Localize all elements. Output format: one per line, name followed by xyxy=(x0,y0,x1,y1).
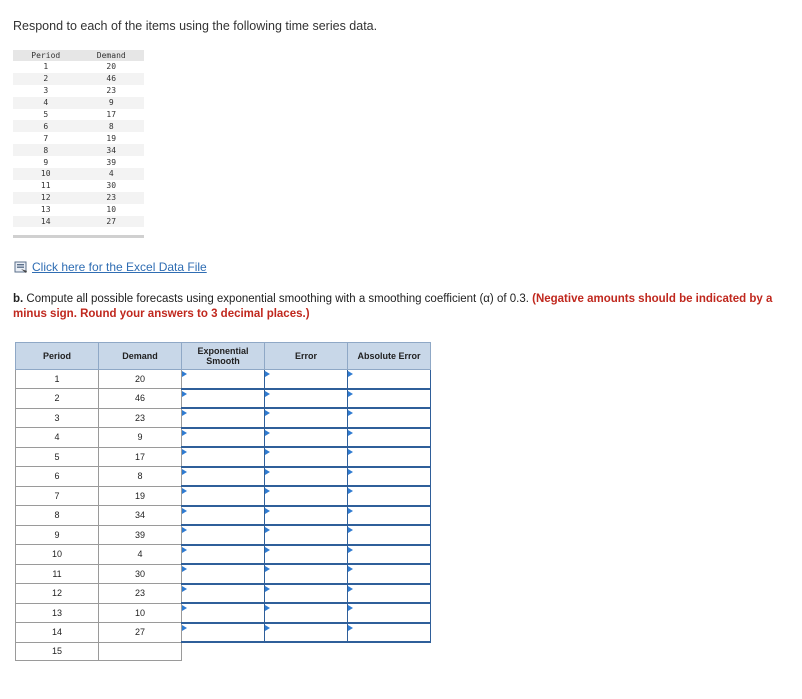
exponential-smooth-input[interactable] xyxy=(182,370,265,389)
demand-cell: 17 xyxy=(99,447,182,467)
exponential-smooth-input-field[interactable] xyxy=(182,409,264,427)
demand-cell: 19 xyxy=(106,133,117,143)
input-marker-icon xyxy=(348,371,353,377)
absolute-error-input-field[interactable] xyxy=(348,507,430,525)
period-cell: 10 xyxy=(13,168,79,180)
exponential-smooth-input-field[interactable] xyxy=(182,468,264,486)
demand-cell: 4 xyxy=(99,545,182,565)
grid-header-period: Period xyxy=(16,343,99,370)
table-row xyxy=(13,61,144,73)
period-cell: 7 xyxy=(43,133,49,143)
exponential-smooth-input-field[interactable] xyxy=(182,546,264,564)
table-row xyxy=(13,97,144,109)
input-marker-icon xyxy=(348,391,353,397)
exponential-smooth-input[interactable] xyxy=(182,389,265,409)
exponential-smooth-input[interactable] xyxy=(182,428,265,448)
table-row xyxy=(16,408,431,428)
exponential-smooth-input[interactable] xyxy=(182,447,265,467)
absolute-error-input-field[interactable] xyxy=(348,487,430,505)
demand-cell: 20 xyxy=(99,370,182,389)
demand-cell: 8 xyxy=(79,120,145,132)
error-input-field[interactable] xyxy=(265,390,347,408)
table-row xyxy=(16,603,431,623)
exponential-smooth-input[interactable] xyxy=(182,467,265,487)
absolute-error-input-field[interactable] xyxy=(348,526,430,544)
period-cell: 7 xyxy=(16,486,99,506)
excel-file-icon xyxy=(14,260,28,274)
question-body: Compute all possible forecasts using exponential smoothing with a smoothing coefficient (α) of 0.3. xyxy=(23,293,533,305)
exponential-smooth-input-field[interactable] xyxy=(182,624,264,642)
absolute-error-input-field[interactable] xyxy=(348,565,430,583)
demand-cell: 9 xyxy=(79,97,145,109)
input-marker-icon xyxy=(182,547,187,553)
table-row xyxy=(13,192,144,204)
table-row xyxy=(16,642,431,661)
demand-cell: 34 xyxy=(99,506,182,526)
table-row xyxy=(13,216,144,228)
period-cell: 9 xyxy=(43,157,49,167)
demand-cell: 39 xyxy=(99,525,182,545)
input-marker-icon xyxy=(348,430,353,436)
demand-cell: 23 xyxy=(99,408,182,428)
input-marker-icon xyxy=(348,410,353,416)
demand-cell: 20 xyxy=(106,62,117,72)
demand-cell: 10 xyxy=(106,205,117,215)
input-marker-icon xyxy=(265,547,270,553)
period-cell: 13 xyxy=(40,205,51,215)
period-cell: 5 xyxy=(43,110,49,119)
input-marker-icon xyxy=(265,508,270,514)
absolute-error-input-field[interactable] xyxy=(348,390,430,408)
table-row xyxy=(16,467,431,487)
absolute-error-input-field[interactable] xyxy=(348,585,430,603)
error-input[interactable] xyxy=(265,564,348,584)
table-row xyxy=(13,204,144,216)
input-marker-icon xyxy=(348,625,353,631)
empty-cell xyxy=(265,642,348,661)
period-cell: 4 xyxy=(13,97,79,109)
input-marker-icon xyxy=(182,566,187,572)
empty-cell xyxy=(348,642,431,661)
absolute-error-input-field[interactable] xyxy=(348,409,430,427)
error-input-field[interactable] xyxy=(265,507,347,525)
absolute-error-input-field[interactable] xyxy=(348,448,430,466)
input-marker-icon xyxy=(182,430,187,436)
error-input-field[interactable] xyxy=(265,429,347,447)
absolute-error-input-field[interactable] xyxy=(348,546,430,564)
error-input-field[interactable] xyxy=(265,585,347,603)
exponential-smooth-input[interactable] xyxy=(182,408,265,428)
period-cell: 15 xyxy=(16,642,99,661)
period-cell: 8 xyxy=(16,506,99,526)
demand-cell: 23 xyxy=(79,192,145,204)
error-input[interactable] xyxy=(265,467,348,487)
error-input-field[interactable] xyxy=(265,370,347,388)
demand-cell: 19 xyxy=(99,486,182,506)
table-row xyxy=(13,85,144,97)
table-row xyxy=(16,447,431,467)
error-input-field[interactable] xyxy=(265,468,347,486)
absolute-error-input[interactable] xyxy=(348,389,431,409)
error-input[interactable] xyxy=(265,584,348,604)
period-cell: 14 xyxy=(16,623,99,643)
absolute-error-input[interactable] xyxy=(348,467,431,487)
demand-cell: 23 xyxy=(106,86,117,96)
table-row xyxy=(16,428,431,448)
absolute-error-input[interactable] xyxy=(348,584,431,604)
error-input-field[interactable] xyxy=(265,526,347,544)
input-marker-icon xyxy=(182,605,187,611)
table-row xyxy=(16,584,431,604)
error-input-field[interactable] xyxy=(265,565,347,583)
error-input[interactable] xyxy=(265,623,348,643)
input-marker-icon xyxy=(182,391,187,397)
empty-cell xyxy=(182,642,265,661)
exponential-smooth-input-field[interactable] xyxy=(182,526,264,544)
input-marker-icon xyxy=(182,508,187,514)
table-row xyxy=(16,506,431,526)
table-row xyxy=(13,168,144,180)
demand-cell: 30 xyxy=(99,564,182,584)
absolute-error-input[interactable] xyxy=(348,370,431,389)
demand-cell: 27 xyxy=(79,216,145,228)
period-cell: 3 xyxy=(43,86,49,96)
table-row xyxy=(13,144,144,156)
period-cell: 1 xyxy=(43,62,49,72)
demand-cell xyxy=(99,642,182,661)
answer-grid xyxy=(15,342,431,661)
exponential-smooth-input-field[interactable] xyxy=(182,429,264,447)
input-marker-icon xyxy=(182,625,187,631)
exponential-smooth-input[interactable] xyxy=(182,486,265,506)
table-row xyxy=(16,486,431,506)
period-cell: 6 xyxy=(16,467,99,487)
question-text xyxy=(13,292,773,322)
period-cell: 1 xyxy=(16,370,99,389)
input-marker-icon xyxy=(348,527,353,533)
input-marker-icon xyxy=(182,527,187,533)
input-marker-icon xyxy=(182,410,187,416)
input-marker-icon xyxy=(265,566,270,572)
input-marker-icon xyxy=(265,488,270,494)
error-input-field[interactable] xyxy=(265,624,347,642)
input-marker-icon xyxy=(265,527,270,533)
grid-header-demand: Demand xyxy=(99,343,182,370)
error-input-field[interactable] xyxy=(265,487,347,505)
exponential-smooth-input-field[interactable] xyxy=(182,448,264,466)
exponential-smooth-input-field[interactable] xyxy=(182,370,264,388)
time-series-data-table xyxy=(13,50,144,227)
absolute-error-input[interactable] xyxy=(348,545,431,565)
input-marker-icon xyxy=(348,586,353,592)
demand-cell: 27 xyxy=(99,623,182,643)
absolute-error-input-field[interactable] xyxy=(348,624,430,642)
demand-cell: 34 xyxy=(79,144,145,156)
exponential-smooth-input-field[interactable] xyxy=(182,585,264,603)
input-marker-icon xyxy=(265,410,270,416)
period-cell: 10 xyxy=(16,545,99,565)
input-marker-icon xyxy=(182,586,187,592)
grid-header-error: Error xyxy=(265,343,348,370)
absolute-error-input-field[interactable] xyxy=(348,370,430,388)
input-marker-icon xyxy=(348,605,353,611)
input-marker-icon xyxy=(348,508,353,514)
absolute-error-input[interactable] xyxy=(348,428,431,448)
excel-data-file-link[interactable] xyxy=(14,260,207,274)
absolute-error-input[interactable] xyxy=(348,506,431,526)
error-input[interactable] xyxy=(265,506,348,526)
table-row xyxy=(16,370,431,389)
table-row xyxy=(13,73,144,85)
error-input-field[interactable] xyxy=(265,409,347,427)
error-input-field[interactable] xyxy=(265,604,347,622)
exponential-smooth-input-field[interactable] xyxy=(182,487,264,505)
exponential-smooth-input[interactable] xyxy=(182,506,265,526)
demand-cell: 39 xyxy=(106,157,117,167)
period-cell: 9 xyxy=(16,525,99,545)
exponential-smooth-input[interactable] xyxy=(182,623,265,643)
demand-cell: 8 xyxy=(99,467,182,487)
absolute-error-input[interactable] xyxy=(348,447,431,467)
absolute-error-input[interactable] xyxy=(348,564,431,584)
demand-cell: 10 xyxy=(99,603,182,623)
input-marker-icon xyxy=(265,586,270,592)
table-row xyxy=(16,525,431,545)
input-marker-icon xyxy=(265,430,270,436)
error-input[interactable] xyxy=(265,428,348,448)
period-cell: 12 xyxy=(13,192,79,204)
period-cell: 2 xyxy=(16,389,99,409)
table-row xyxy=(13,132,144,144)
absolute-error-input-field[interactable] xyxy=(348,604,430,622)
exponential-smooth-input[interactable] xyxy=(182,525,265,545)
input-marker-icon xyxy=(265,449,270,455)
input-marker-icon xyxy=(182,371,187,377)
absolute-error-input-field[interactable] xyxy=(348,429,430,447)
table-row xyxy=(13,180,144,192)
exponential-smooth-input[interactable] xyxy=(182,584,265,604)
input-marker-icon xyxy=(348,488,353,494)
demand-cell: 17 xyxy=(106,110,117,119)
table-bottom-rule xyxy=(13,235,144,238)
table-row xyxy=(13,156,144,168)
table-row xyxy=(16,545,431,565)
input-marker-icon xyxy=(182,488,187,494)
period-cell: 6 xyxy=(13,120,79,132)
column-header-demand: Demand xyxy=(79,50,145,61)
input-marker-icon xyxy=(265,371,270,377)
period-cell: 12 xyxy=(16,584,99,604)
column-header-period: Period xyxy=(13,50,79,61)
exponential-smooth-input-field[interactable] xyxy=(182,565,264,583)
error-input[interactable] xyxy=(265,370,348,389)
absolute-error-input[interactable] xyxy=(348,603,431,623)
table-row xyxy=(16,389,431,409)
instructions-text: Respond to each of the items using the following time series data. xyxy=(13,19,378,33)
demand-cell: 46 xyxy=(99,389,182,409)
grid-header-absolute-error: Absolute Error xyxy=(348,343,431,370)
input-marker-icon xyxy=(265,625,270,631)
absolute-error-input[interactable] xyxy=(348,408,431,428)
error-input-field[interactable] xyxy=(265,546,347,564)
exponential-smooth-input-field[interactable] xyxy=(182,507,264,525)
absolute-error-input-field[interactable] xyxy=(348,468,430,486)
period-cell: 13 xyxy=(16,603,99,623)
input-marker-icon xyxy=(348,566,353,572)
exponential-smooth-input[interactable] xyxy=(182,564,265,584)
period-cell: 11 xyxy=(40,181,51,191)
input-marker-icon xyxy=(348,469,353,475)
error-input[interactable] xyxy=(265,408,348,428)
error-input[interactable] xyxy=(265,525,348,545)
input-marker-icon xyxy=(348,547,353,553)
error-input[interactable] xyxy=(265,447,348,467)
error-input[interactable] xyxy=(265,603,348,623)
table-row xyxy=(16,564,431,584)
error-input[interactable] xyxy=(265,486,348,506)
excel-link-label[interactable]: Click here for the Excel Data File xyxy=(32,260,207,274)
absolute-error-input[interactable] xyxy=(348,525,431,545)
absolute-error-input[interactable] xyxy=(348,623,431,643)
answer-format-note: (Negative amounts should be indicated by a minus sign. Round your answers to 3 decimal places.) xyxy=(13,293,773,320)
question-part: b. xyxy=(13,293,24,305)
demand-cell: 30 xyxy=(106,181,117,191)
exponential-smooth-input-field[interactable] xyxy=(182,604,264,622)
exponential-smooth-input[interactable] xyxy=(182,545,265,565)
period-cell: 14 xyxy=(13,216,79,228)
period-cell: 11 xyxy=(16,564,99,584)
error-input-field[interactable] xyxy=(265,448,347,466)
demand-cell: 46 xyxy=(79,73,145,85)
table-row xyxy=(16,623,431,643)
input-marker-icon xyxy=(348,449,353,455)
grid-header-exponential-smooth: Exponential Smooth xyxy=(182,343,265,370)
demand-cell: 4 xyxy=(79,168,145,180)
period-cell: 2 xyxy=(13,73,79,85)
input-marker-icon xyxy=(265,605,270,611)
period-cell: 5 xyxy=(16,447,99,467)
exponential-smooth-input-field[interactable] xyxy=(182,390,264,408)
demand-cell: 9 xyxy=(99,428,182,448)
error-input[interactable] xyxy=(265,545,348,565)
input-marker-icon xyxy=(182,469,187,475)
exponential-smooth-input[interactable] xyxy=(182,603,265,623)
input-marker-icon xyxy=(265,391,270,397)
demand-cell: 23 xyxy=(99,584,182,604)
period-cell: 3 xyxy=(16,408,99,428)
table-row xyxy=(13,109,144,121)
input-marker-icon xyxy=(265,469,270,475)
absolute-error-input[interactable] xyxy=(348,486,431,506)
period-cell: 8 xyxy=(13,144,79,156)
input-marker-icon xyxy=(182,449,187,455)
period-cell: 4 xyxy=(16,428,99,448)
error-input[interactable] xyxy=(265,389,348,409)
table-row xyxy=(13,120,144,132)
